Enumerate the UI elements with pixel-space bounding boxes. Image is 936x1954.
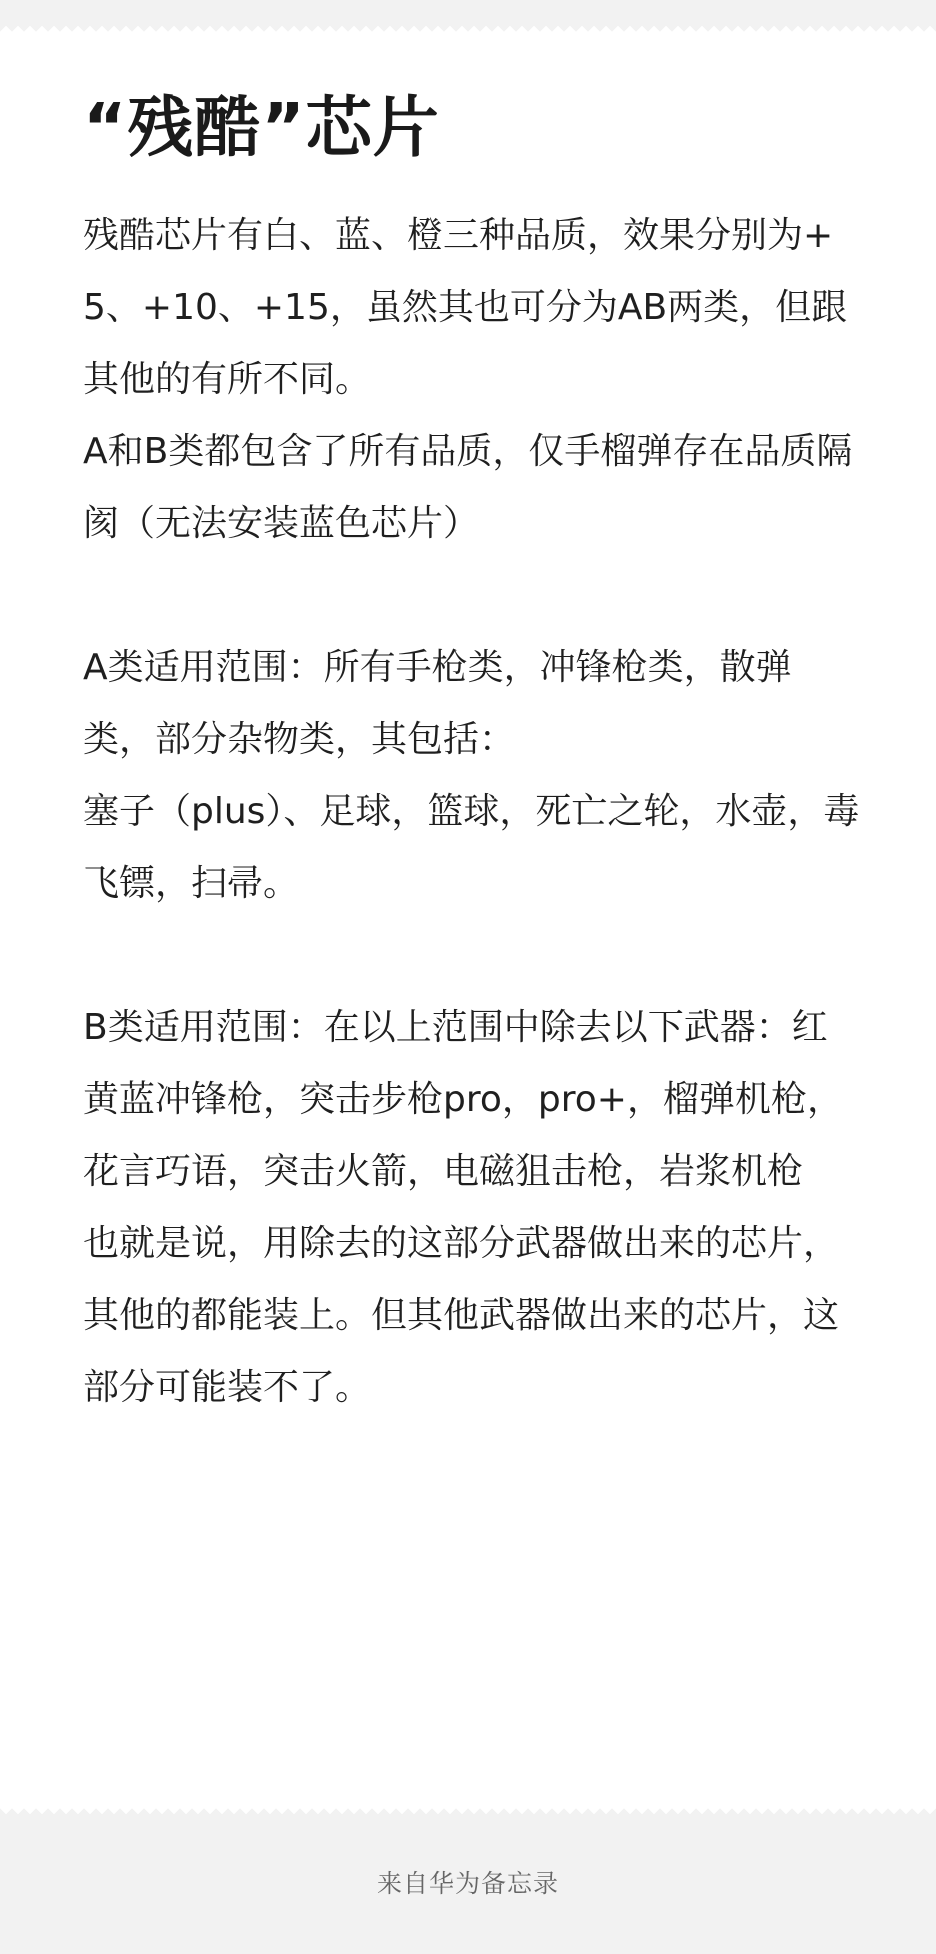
paragraph-type-a-misc: 塞子（plus）、足球，篮球，死亡之轮，水壶，毒飞镖，扫帚。 xyxy=(83,791,860,904)
source-label: 来自华为备忘录 xyxy=(376,1869,559,1898)
paragraph-conclusion: 也就是说，用除去的这部分武器做出来的芯片，其他的都能装上。但其他武器做出来的芯片，这部分可能装不了。 xyxy=(83,1223,840,1408)
paragraph-quality-intro: 残酷芯片有白、蓝、橙三种品质，效果分别为+5、+10、+15，虽然其也可分为AB两类，但跟其他的有所不同。 xyxy=(83,215,848,400)
top-strip xyxy=(0,0,936,26)
paragraph-type-b-scope: B类适用范围：在以上范围中除去以下武器：红黄蓝冲锋枪，突击步枪pro，pro+，榴弹机枪，花言巧语，突击火箭，电磁狙击枪，岩浆机枪 xyxy=(83,1007,843,1192)
blank-line xyxy=(83,560,863,632)
note-body xyxy=(83,200,863,1424)
paragraph-quality-gap: A和B类都包含了所有品质，仅手榴弹存在品质隔阂（无法安装蓝色芯片） xyxy=(83,431,853,544)
footer xyxy=(0,1814,936,1954)
blank-line xyxy=(83,920,863,992)
note-title: “残酷”芯片 xyxy=(83,89,440,166)
torn-edge-top xyxy=(0,26,936,32)
paragraph-type-a-scope: A类适用范围：所有手枪类，冲锋枪类，散弹类，部分杂物类，其包括： xyxy=(83,647,792,760)
